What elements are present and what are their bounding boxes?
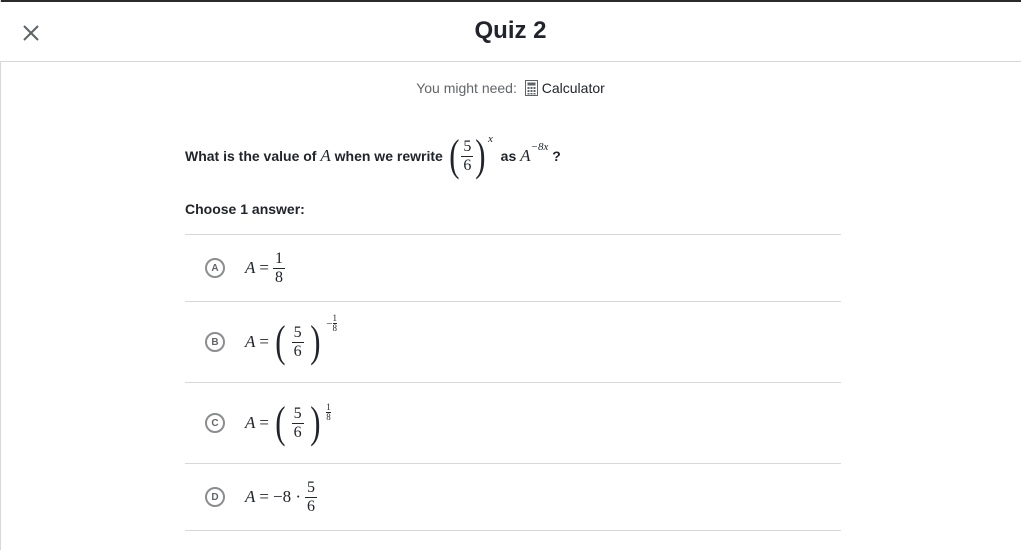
fraction-denominator: 6 — [463, 156, 472, 174]
question-middle: when we rewrite — [334, 148, 443, 164]
fraction-denominator: 6 — [306, 497, 315, 515]
target-exponent: −8x — [530, 141, 549, 153]
fraction-numerator: 5 — [306, 478, 315, 496]
exponent-numerator: 1 — [326, 402, 331, 412]
choice-eq: = — [259, 258, 269, 277]
fraction-denominator: 6 — [293, 423, 302, 441]
choice-eq: = — [259, 413, 269, 432]
choice-b[interactable] — [185, 302, 841, 383]
question-suffix: ? — [552, 148, 561, 164]
question-prefix: What is the value of — [185, 148, 317, 164]
calculator-icon — [525, 80, 538, 96]
fraction-denominator: 6 — [293, 342, 302, 360]
choice-eq: = — [259, 332, 269, 351]
choice-eq: = — [259, 487, 269, 506]
choice-c[interactable] — [185, 383, 841, 464]
choice-a[interactable] — [185, 235, 841, 302]
exponent-numerator: 1 — [332, 313, 338, 323]
choice-b-math — [245, 313, 338, 366]
exponent-sign: − — [326, 317, 333, 330]
choice-a-letter[interactable]: A — [205, 258, 225, 278]
question-as: as — [500, 148, 517, 164]
question-text — [185, 133, 561, 179]
exponent-fraction — [326, 403, 331, 422]
fraction-numerator: 5 — [293, 323, 302, 341]
choice-d-math — [245, 479, 317, 516]
choice-c-letter[interactable]: C — [205, 413, 225, 433]
exponent-denominator: 8 — [326, 412, 331, 422]
quiz-header — [0, 2, 1021, 62]
choice-lhs: A — [245, 258, 256, 277]
choose-label: Choose 1 answer: — [185, 201, 305, 217]
choice-coefficient: −8 · — [272, 487, 301, 506]
choice-exponent — [326, 395, 331, 422]
choice-fraction — [305, 479, 317, 516]
choice-a-math — [245, 250, 285, 287]
page-title: Quiz 2 — [474, 17, 547, 44]
open-paren: ( — [448, 131, 460, 180]
open-paren: ( — [275, 317, 286, 366]
fraction-denominator: 8 — [274, 268, 283, 286]
calculator-link[interactable] — [521, 80, 605, 96]
choice-fraction — [292, 405, 304, 442]
tools-label: You might need: — [416, 80, 517, 96]
fraction-numerator: 5 — [293, 404, 302, 422]
question-var: A — [320, 146, 331, 165]
exponent-fraction — [333, 314, 338, 333]
choice-lhs: A — [245, 413, 256, 432]
tools-needed — [0, 80, 1021, 96]
question-exponent: x — [488, 133, 493, 145]
choice-fraction — [273, 250, 285, 287]
choice-fraction — [292, 324, 304, 361]
target-var: A — [520, 146, 531, 165]
choice-d-letter[interactable]: D — [205, 487, 225, 507]
choice-exponent — [326, 314, 337, 333]
choice-c-math — [245, 398, 331, 447]
choice-d[interactable] — [185, 464, 841, 531]
fraction-numerator: 1 — [274, 249, 283, 267]
close-paren: ) — [475, 131, 486, 180]
calculator-label[interactable]: Calculator — [541, 80, 605, 96]
close-paren: ) — [309, 398, 321, 447]
choice-b-letter[interactable]: B — [205, 332, 225, 352]
fraction-numerator: 5 — [463, 137, 472, 155]
answer-choices — [185, 234, 841, 531]
choice-lhs: A — [245, 487, 256, 506]
exponent-denominator: 8 — [332, 323, 338, 333]
close-paren: ) — [309, 317, 321, 366]
open-paren: ( — [275, 398, 286, 447]
question-fraction — [461, 138, 473, 175]
choice-lhs: A — [245, 332, 256, 351]
